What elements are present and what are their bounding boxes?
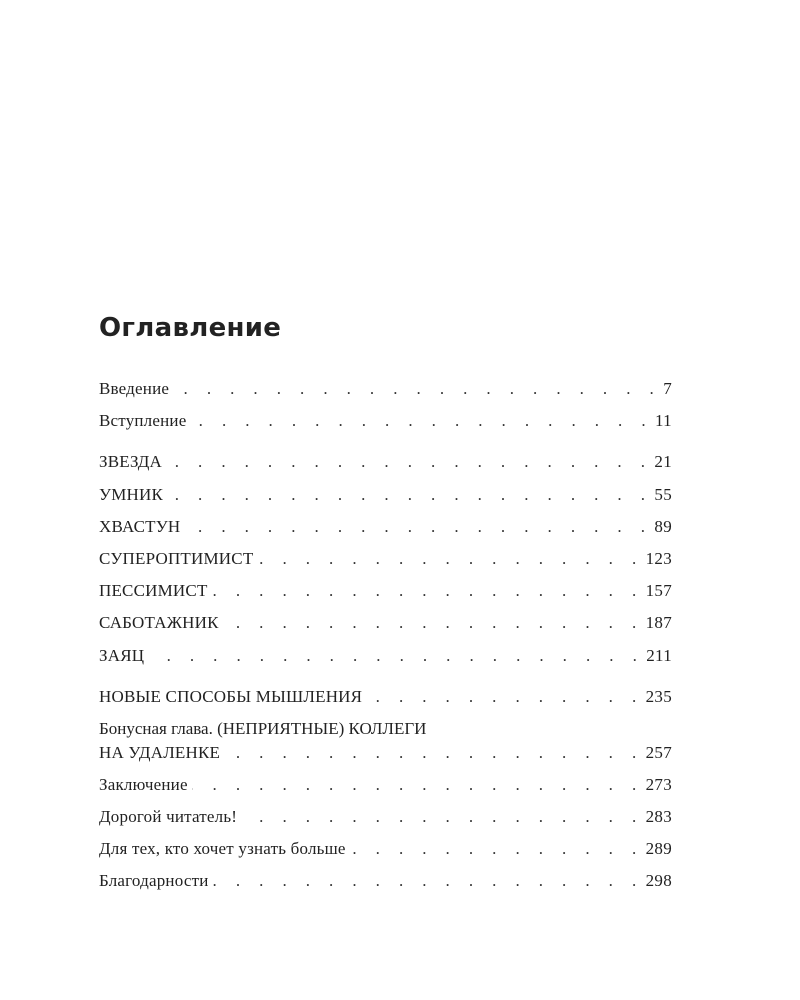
toc-entry-label: ХВАСТУН: [99, 516, 181, 536]
toc-entry-label-line1: Бонусная глава. (НЕПРИЯТНЫЕ) КОЛЛЕГИ: [99, 718, 427, 738]
toc-entry-bonus-chapter: [99, 713, 672, 769]
dot-leader: [173, 373, 661, 405]
toc-entry-star: [99, 446, 672, 478]
toc-entry-page: 298: [645, 871, 672, 891]
toc-entry-label: Благодарности: [99, 871, 209, 891]
dot-leader: [350, 833, 644, 865]
toc-entry-label: ЗВЕЗДА: [99, 452, 162, 472]
toc-entry-page: 21: [654, 452, 672, 472]
toc-title: Оглавление: [99, 313, 282, 343]
dot-leader: [167, 479, 652, 511]
toc-entry-label: ПЕССИМИСТ: [99, 581, 208, 601]
toc-entry-label: Вступление: [99, 411, 187, 431]
toc-entry-label: ЗАЯЦ: [99, 645, 145, 665]
toc-entry-conclusion: [99, 769, 672, 801]
dot-leader: [223, 607, 644, 639]
toc-entry-page: 235: [645, 686, 672, 706]
toc-entry-page: 283: [645, 807, 672, 827]
toc-entry-label: Дорогой читатель!: [99, 807, 238, 827]
toc-entry-preface: [99, 405, 672, 437]
dot-leader: [212, 575, 644, 607]
toc-entry-introduction: [99, 373, 672, 405]
toc-entry-pessimist: [99, 575, 672, 607]
dot-leader: [257, 543, 643, 575]
toc-entry-label: СУПЕРОПТИМИСТ: [99, 548, 254, 568]
toc-entry-label-line2: НА УДАЛЕНКЕ: [99, 742, 221, 762]
toc-entry-saboteur: [99, 607, 672, 639]
toc-entry-page: 257: [645, 742, 672, 762]
toc-entry-page: 11: [655, 411, 672, 431]
toc-entry-page: 211: [646, 645, 672, 665]
dot-leader: [148, 640, 644, 672]
toc-entry-label: Заключение: [99, 774, 188, 794]
toc-entry-page: 157: [645, 581, 672, 601]
toc-entry-acknowledgements: [99, 865, 672, 897]
toc-entry-page: 89: [654, 516, 672, 536]
dot-leader: [184, 511, 652, 543]
toc-entry-page: 187: [645, 613, 672, 633]
dot-leader: [366, 681, 643, 713]
dot-leader: [224, 741, 643, 765]
toc-entry-page: 123: [645, 548, 672, 568]
toc-entry-label: НОВЫЕ СПОСОБЫ МЫШЛЕНИЯ: [99, 686, 363, 706]
table-of-contents: [99, 373, 672, 898]
toc-entry-page: 289: [645, 839, 672, 859]
toc-entry-page: 55: [654, 484, 672, 504]
dot-leader: [192, 769, 644, 801]
toc-entry-label: УМНИК: [99, 484, 164, 504]
toc-entry-page: 273: [645, 774, 672, 794]
toc-entry-new-ways-of-thinking: [99, 681, 672, 713]
dot-leader: [190, 405, 653, 437]
toc-entry-hare: [99, 640, 672, 672]
toc-entry-braggart: [99, 511, 672, 543]
toc-entry-label: САБОТАЖНИК: [99, 613, 219, 633]
toc-entry-smarty: [99, 479, 672, 511]
dot-leader: [166, 446, 652, 478]
toc-entry-dear-reader: [99, 801, 672, 833]
toc-entry-further-reading: [99, 833, 672, 865]
toc-entry-page: 7: [663, 379, 672, 398]
toc-entry-superoptimist: [99, 543, 672, 575]
toc-entry-label: Введение: [99, 379, 170, 398]
dot-leader: [241, 801, 643, 833]
dot-leader: [213, 865, 644, 897]
toc-entry-label: Для тех, кто хочет узнать больше: [99, 839, 346, 859]
